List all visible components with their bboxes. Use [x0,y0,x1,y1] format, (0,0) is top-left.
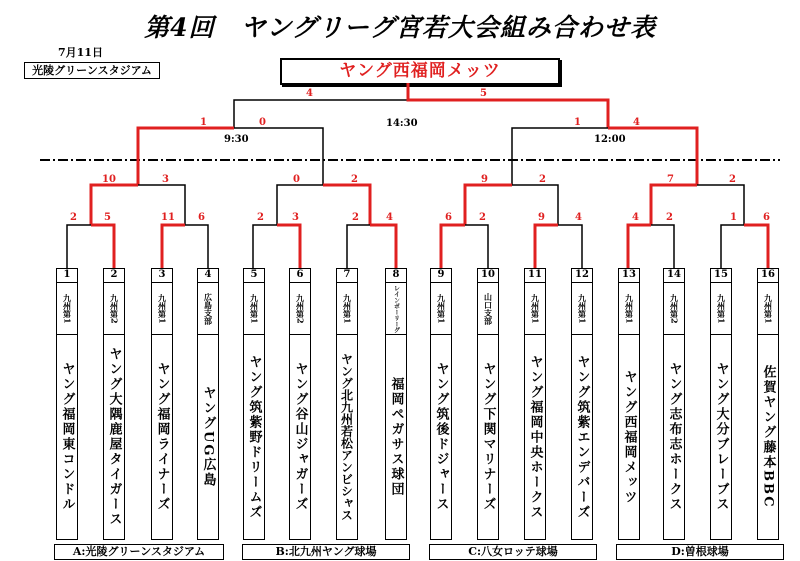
team-name: ヤング筑紫エンデバーズ [574,354,590,520]
team-box-1 [56,268,78,540]
score-sf2-a: 1 [574,117,581,128]
score-final-right: 5 [480,88,487,99]
score-r1: 9 [538,212,545,223]
team-name: ヤング西福岡メッツ [621,369,637,505]
team-name: ヤング筑紫野ドリームズ [246,354,262,520]
team-region: レインボーリーグ [392,285,400,333]
score-r1: 2 [352,212,359,223]
team-region: 九州第1 [624,294,635,324]
team-region: 九州第1 [763,294,774,324]
score-sf1-a: 1 [200,117,207,128]
score-r1: 4 [632,212,639,223]
team-region: 九州第1 [436,294,447,324]
qf2-left [277,185,323,225]
team-region: 九州第1 [577,294,588,324]
score-r1: 1 [730,212,737,223]
score-qf4-b: 2 [729,174,736,185]
team-box-5 [243,268,265,540]
team-region: 九州第2 [109,294,120,324]
team-name: ヤング福岡東コンドル [59,362,75,512]
team-number: 8 [386,269,406,283]
team-region: 山口支部 [483,293,494,325]
team-box-14 [663,268,685,540]
score-qf4-a: 7 [667,174,674,185]
score-r1: 2 [479,212,486,223]
score-qf2-a: 0 [293,174,300,185]
score-r1: 6 [198,212,205,223]
qf3-left [465,185,512,225]
team-number: 11 [525,269,545,283]
team-box-16 [757,268,779,540]
team-number: 16 [758,269,778,283]
qf4-left [651,185,697,225]
score-sf2-b: 4 [633,117,640,128]
team-box-13 [618,268,640,540]
team-name: ヤング福岡中央ホークス [527,354,543,520]
team-box-6 [289,268,311,540]
score-qf3-b: 2 [539,174,546,185]
team-region: 九州第1 [342,294,353,324]
main-venue-label: 光陵グリーンスタジアム [24,62,160,79]
team-number: 13 [619,269,639,283]
team-name: ヤングUG広島 [200,386,216,488]
team-name: ヤング福岡ライナーズ [154,362,170,512]
team-number: 2 [104,269,124,283]
team-box-11 [524,268,546,540]
score-qf2-b: 2 [351,174,358,185]
team-box-9 [430,268,452,540]
team-box-3 [151,268,173,540]
team-name: ヤング志布志ホークス [666,362,682,512]
team-region: 九州第1 [62,294,73,324]
team-number: 4 [198,269,218,283]
score-r1: 4 [575,212,582,223]
team-number: 12 [572,269,592,283]
team-region: 九州第2 [669,294,680,324]
team-number: 3 [152,269,172,283]
team-number: 1 [57,269,77,283]
team-region: 九州第1 [157,294,168,324]
score-r1: 2 [257,212,264,223]
semi1-left [138,128,234,185]
time-center: 14:30 [386,118,418,129]
team-number: 15 [711,269,731,283]
team-region: 九州第1 [530,294,541,324]
score-r1: 4 [386,212,393,223]
team-name: ヤング下関マリナーズ [480,362,496,512]
team-box-10 [477,268,499,540]
team-number: 6 [290,269,310,283]
team-box-2 [103,268,125,540]
score-qf1-b: 3 [162,174,169,185]
score-sf1-b: 0 [259,117,266,128]
team-number: 5 [244,269,264,283]
team-name: ヤング谷山ジャガーズ [292,362,308,512]
score-r1: 6 [445,212,452,223]
team-name: 福岡ペガサス球団 [388,377,404,497]
team-name: ヤング大分ブレーブス [713,362,729,512]
team-name: ヤング筑後ドジャース [433,362,449,512]
page-title: 第4回 ヤングリーグ宮若大会組み合わせ表 [144,13,656,42]
score-r1: 11 [161,212,175,223]
team-name: ヤング大隅鹿屋タイガース [106,347,122,527]
team-region: 九州第1 [716,294,727,324]
qf1-left [91,185,138,225]
qf3-right [512,185,558,225]
champion-box: ヤング西福岡メッツ [280,58,560,85]
team-number: 7 [337,269,357,283]
team-region: 広島支部 [203,293,214,325]
venue-d: D:曽根球場 [616,544,784,560]
team-number: 9 [431,269,451,283]
qf2-right [323,185,370,225]
time-right: 12:00 [594,134,626,145]
team-number: 14 [664,269,684,283]
score-qf1-a: 10 [102,174,116,185]
team-number: 10 [478,269,498,283]
score-r1: 3 [292,212,299,223]
time-left: 9:30 [224,134,249,145]
team-box-12 [571,268,593,540]
team-region: 九州第1 [249,294,260,324]
team-region: 九州第2 [295,294,306,324]
team-name: 佐賀ヤング藤本BBC [760,365,776,509]
score-qf3-a: 9 [481,174,488,185]
team-box-15 [710,268,732,540]
score-r1: 6 [763,212,770,223]
venue-c: C:八女ロッテ球場 [429,544,597,560]
date-label: 7月11日 [58,46,103,59]
team-box-4 [197,268,219,540]
venue-a: A:光陵グリーンスタジアム [54,544,224,560]
team-box-8 [385,268,407,540]
score-r1: 2 [666,212,673,223]
team-box-7 [336,268,358,540]
score-final-left: 4 [306,88,313,99]
team-name: ヤング北九州若松アンビシャス [339,353,354,521]
score-r1: 2 [70,212,77,223]
score-r1: 5 [104,212,111,223]
venue-b: B:北九州ヤング球場 [242,544,410,560]
